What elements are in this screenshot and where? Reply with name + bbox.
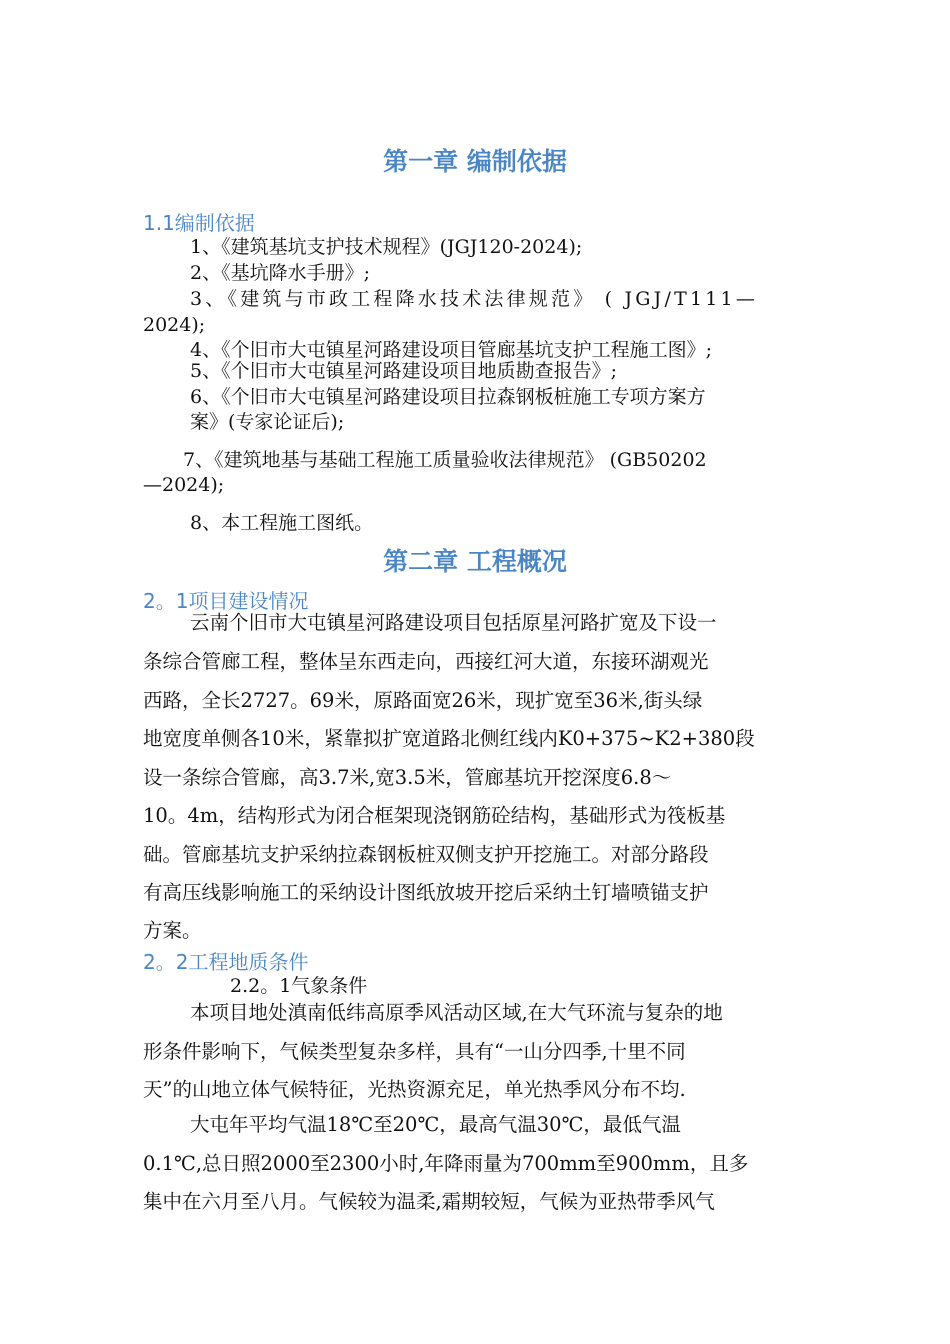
chapter-2-title: 第二章 工程概况 (383, 547, 567, 576)
reference-item-6-line1: 6、《个旧市大屯镇星河路建设项目拉森钢板桩施工专项方案方 (190, 386, 706, 408)
paragraph-line: 集中在六月至八月。气候较为温柔,霜期较短，气候为亚热带季风气 (143, 1190, 715, 1213)
subsection-2-2-1-title: 2.2。1气象条件 (230, 975, 368, 997)
section-2-1-title: 2。1项目建设情况 (143, 589, 309, 613)
paragraph-line: 地宽度单侧各10米，紧靠拟扩宽道路北侧红线内K0+375~K2+380段 (143, 727, 755, 750)
paragraph-line: 方案。 (143, 919, 202, 942)
paragraph-line: 条综合管廊工程，整体呈东西走向，西接红河大道，东接环湖观光 (143, 650, 709, 673)
reference-item-3-line2: 2024); (143, 314, 206, 336)
reference-item-2: 2、《基坑降水手册》; (190, 262, 370, 284)
reference-item-4: 4、《个旧市大屯镇星河路建设项目管廊基坑支护工程施工图》; (190, 339, 712, 361)
paragraph-line: 天”的山地立体气候特征，光热资源充足，单光热季风分布不均. (143, 1078, 686, 1101)
section-2-2-title: 2。2工程地质条件 (143, 950, 309, 974)
paragraph-line: 础。管廊基坑支护采纳拉森钢板桩双侧支护开挖施工。对部分路段 (143, 843, 709, 866)
reference-item-6-line2: 案》(专家论证后); (190, 411, 345, 433)
paragraph-line: 0.1℃,总日照2000至2300小时,年降雨量为700mm至900mm，且多 (143, 1152, 749, 1175)
reference-item-1: 1、《建筑基坑支护技术规程》(JGJ120-2024); (190, 236, 583, 258)
reference-item-3-line1: 3、《建筑与市政工程降水技术法律规范》 ( JGJ/T111— (190, 288, 759, 310)
section-1-1-title: 1.1编制依据 (143, 211, 255, 235)
paragraph-line: 本项目地处滇南低纬高原季风活动区域,在大气环流与复杂的地 (190, 1001, 723, 1024)
paragraph-line: 设一条综合管廊，高3.7米,宽3.5米，管廊基坑开挖深度6.8～ (143, 766, 672, 789)
chapter-1-title: 第一章 编制依据 (383, 147, 567, 176)
reference-item-5: 5、《个旧市大屯镇星河路建设项目地质勘查报告》; (190, 360, 617, 382)
paragraph-line: 有高压线影响施工的采纳设计图纸放坡开挖后采纳土钉墙喷锚支护 (143, 881, 709, 904)
paragraph-line: 大屯年平均气温18℃至20℃，最高气温30℃，最低气温 (190, 1113, 681, 1136)
paragraph-line: 形条件影响下，气候类型复杂多样，具有“一山分四季,十里不同 (143, 1040, 686, 1063)
reference-item-8: 8、本工程施工图纸。 (190, 512, 374, 534)
paragraph-line: 10。4m，结构形式为闭合框架现浇钢筋砼结构，基础形式为筏板基 (143, 804, 726, 827)
reference-item-7-line1: 7、《建筑地基与基础工程施工质量验收法律规范》 (GB50202 (183, 449, 707, 471)
reference-item-7-line2: —2024); (143, 474, 225, 496)
paragraph-line: 西路，全长2727。69米，原路面宽26米，现扩宽至36米,街头绿 (143, 689, 703, 712)
paragraph-line: 云南个旧市大屯镇星河路建设项目包括原星河路扩宽及下设一 (190, 611, 717, 634)
